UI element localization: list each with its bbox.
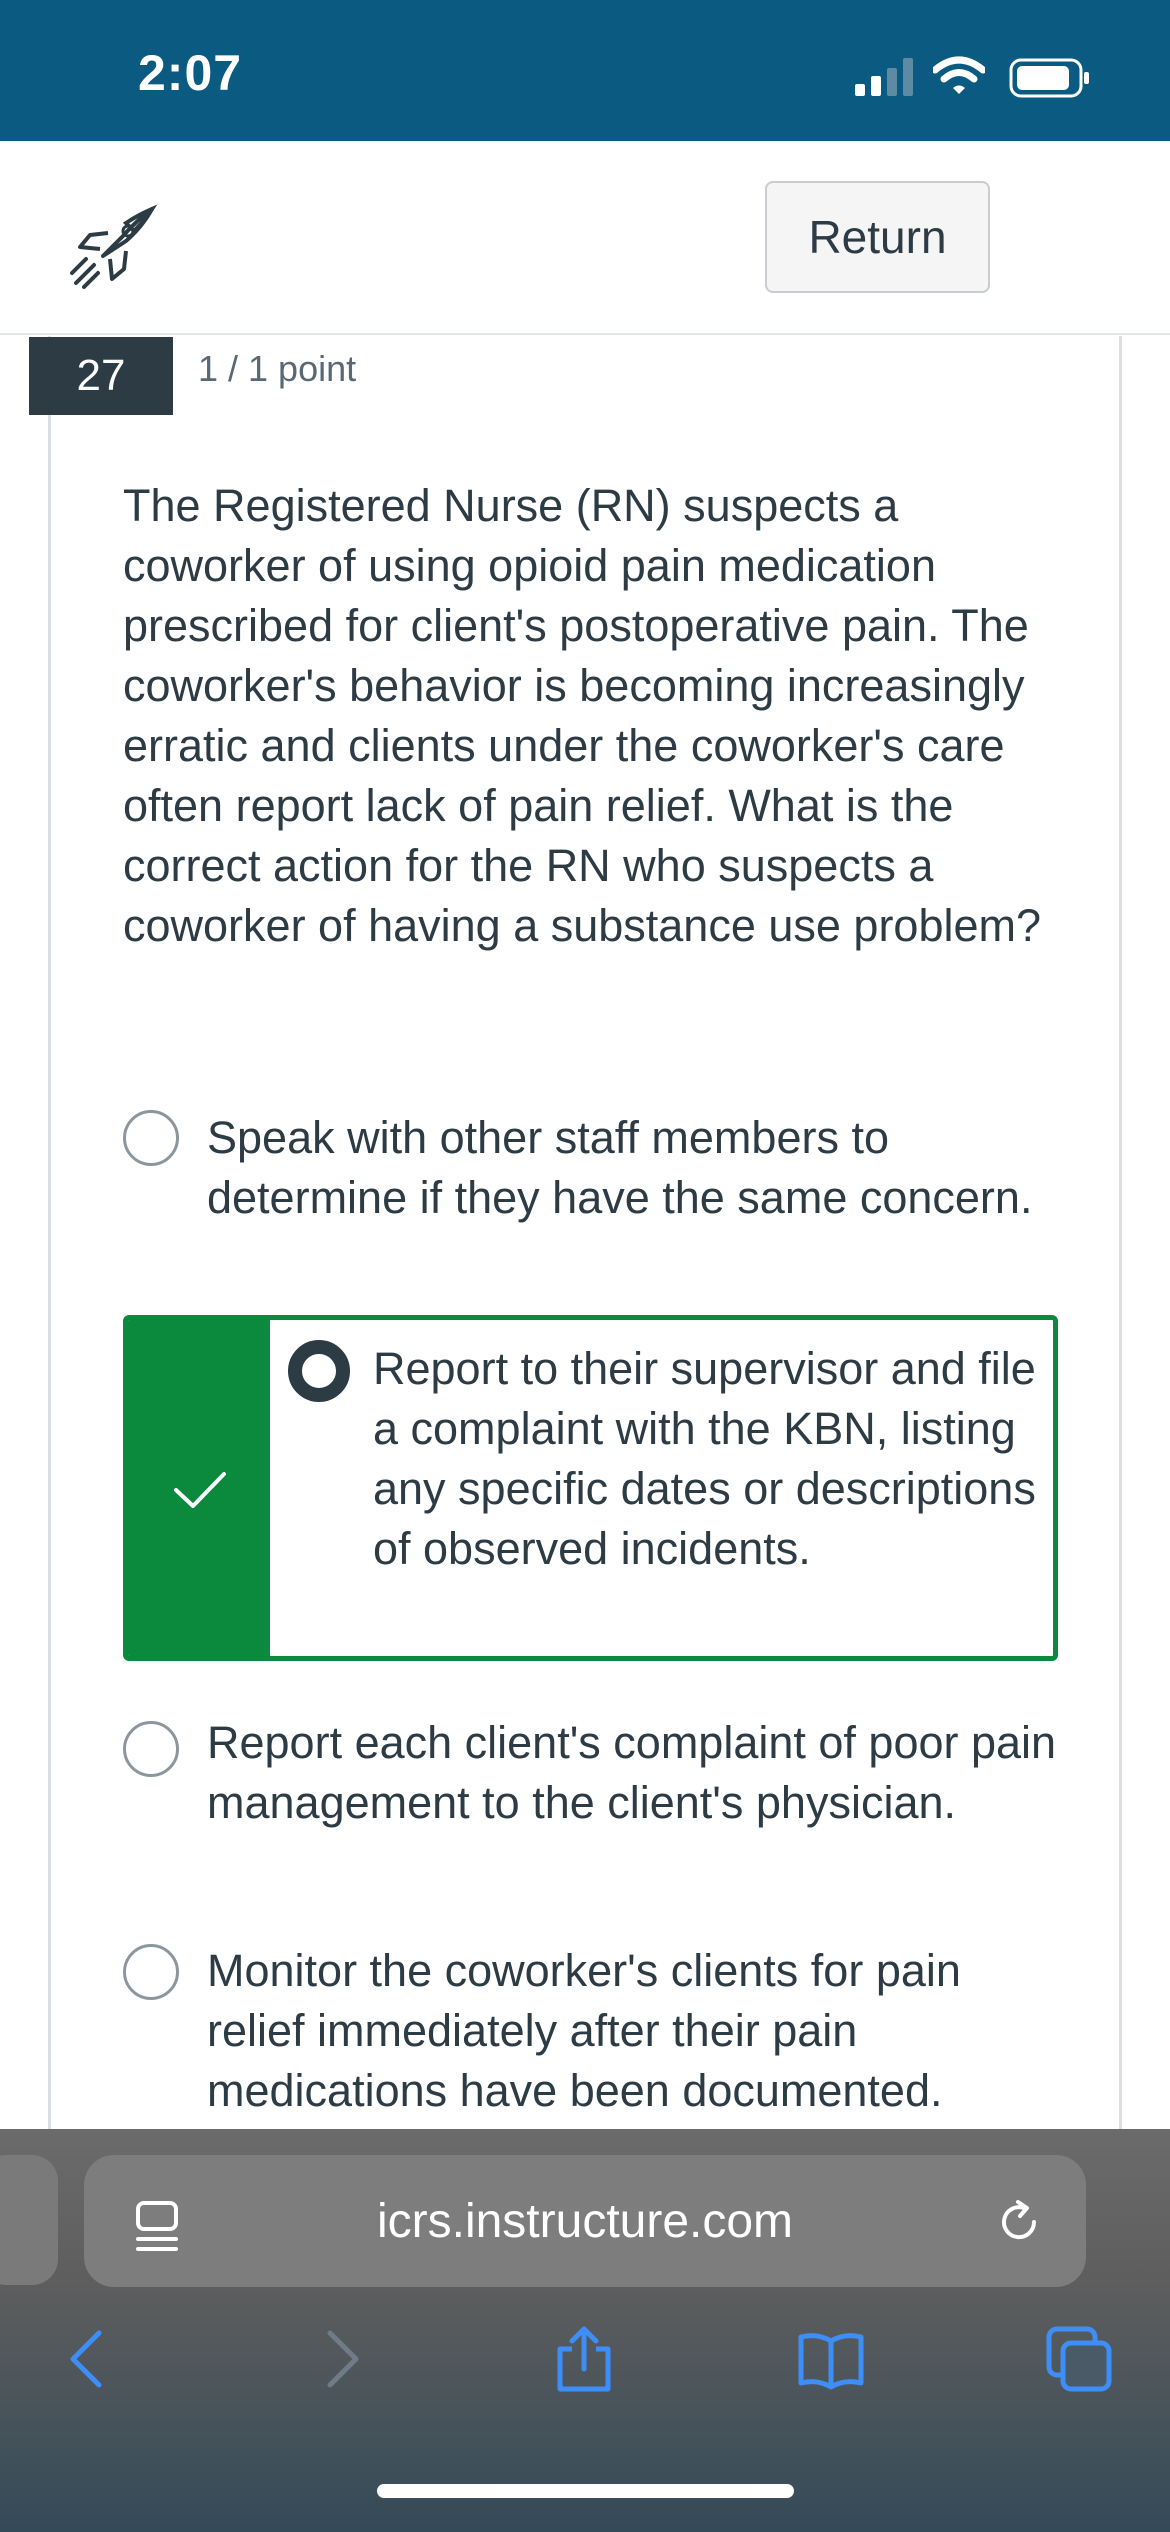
answer-text: Report to their supervisor and file a complaint with the KBN, listing any specific dates or descriptions of observed incidents. — [373, 1343, 1036, 1574]
question-number: 27 — [29, 337, 173, 415]
share-icon[interactable] — [550, 2325, 618, 2393]
cellular-signal-icon — [853, 58, 915, 96]
radio-button[interactable] — [123, 1110, 179, 1166]
answer-text: Speak with other staff members to determine if they have the same concern. — [207, 1112, 1033, 1223]
radio-button[interactable] — [123, 1721, 179, 1777]
battery-icon — [1009, 58, 1091, 98]
question-points: 1 / 1 point — [198, 348, 357, 389]
tabs-icon[interactable] — [1045, 2325, 1113, 2393]
previous-tab[interactable] — [0, 2155, 58, 2285]
home-indicator — [377, 2484, 794, 2498]
back-icon[interactable] — [55, 2325, 123, 2393]
radio-button[interactable] — [123, 1944, 179, 2000]
forward-icon[interactable] — [306, 2325, 374, 2393]
rocket-icon — [68, 201, 158, 291]
status-time: 2:07 — [138, 45, 243, 101]
answer-option-2-correct[interactable] — [123, 1315, 1058, 1661]
checkmark-icon — [173, 1470, 227, 1510]
address-bar[interactable] — [84, 2155, 1086, 2287]
wifi-icon — [933, 56, 985, 96]
reload-icon[interactable] — [994, 2197, 1044, 2247]
app-header — [0, 141, 1170, 335]
status-bar — [0, 0, 1170, 141]
browser-toolbar — [0, 2129, 1170, 2532]
url-text: icrs.instructure.com — [376, 2194, 794, 2248]
bookmarks-icon[interactable] — [797, 2325, 865, 2393]
return-button[interactable]: Return — [765, 181, 990, 293]
selected-radio-button[interactable] — [288, 1340, 350, 1402]
question-text: The Registered Nurse (RN) suspects a coworker of using opioid pain medication prescribed for client's postoperative pain. The coworker's behavior is becoming increasingly erratic and clients under the coworker's care often report lack of pain relief. What is the correct action for the RN who suspects a coworker of having a substance use problem? — [123, 480, 1042, 951]
correct-indicator — [128, 1320, 270, 1656]
answer-text: Monitor the coworker's clients for pain relief immediately after their pain medications have been documented. — [207, 1945, 961, 2116]
answer-text: Report each client's complaint of poor pain management to the client's physician. — [207, 1717, 1057, 1828]
